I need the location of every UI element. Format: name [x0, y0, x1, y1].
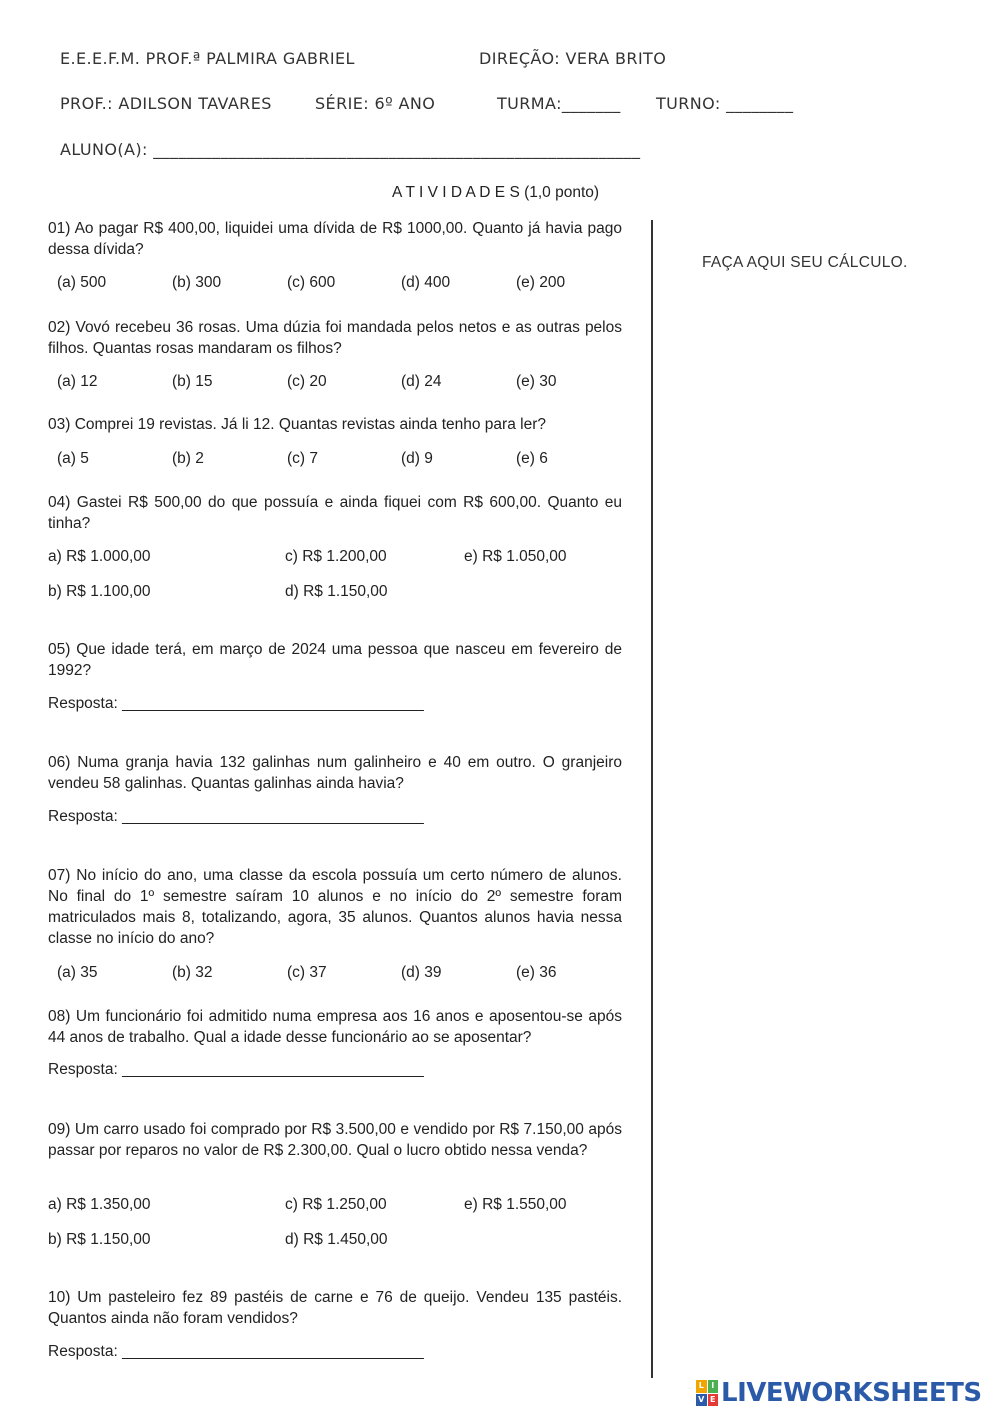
option-e[interactable]: e) R$ 1.050,00	[464, 548, 567, 565]
option-d[interactable]: d) R$ 1.150,00	[285, 583, 388, 600]
question-03: 03) Comprei 19 revistas. Já li 12. Quantas revistas ainda tenho para ler?	[48, 416, 546, 433]
question-08: 08) Um funcionário foi admitido numa empresa aos 16 anos e aposentou-se após 44 anos de trabalho. Qual a idade desse funcionário ao se aposentar?	[48, 1008, 622, 1046]
option-b[interactable]: (b) 300	[172, 274, 222, 291]
question-05: 05) Que idade terá, em março de 2024 uma pessoa que nasceu em fevereiro de 1992?	[48, 641, 622, 679]
question-09: 09) Um carro usado foi comprado por R$ 3.500,00 e vendido por R$ 7.150,00 após passar por reparos no valor de R$ 2.300,00. Qual o lucro obtido nessa venda?	[48, 1121, 622, 1159]
question-06: 06) Numa granja havia 132 galinhas num galinheiro e 40 em outro. O granjeiro vendeu 58 galinhas. Quantas galinhas ainda havia?	[48, 754, 622, 792]
option-b[interactable]: (b) 32	[172, 964, 213, 981]
answer-field[interactable]: Resposta: ___________________________________	[48, 695, 424, 712]
option-c[interactable]: c) R$ 1.200,00	[285, 548, 387, 565]
logo-mark-letter: V	[696, 1394, 707, 1407]
logo-text: LIVEWORKSHEETS	[721, 1378, 982, 1408]
liveworksheets-logo	[696, 1378, 982, 1408]
shift-field[interactable]: TURNO: ________	[656, 94, 794, 113]
answer-field[interactable]: Resposta: ___________________________________	[48, 1061, 424, 1078]
question-04: 04) Gastei R$ 500,00 do que possuía e ainda fiquei com R$ 600,00. Quanto eu tinha?	[48, 494, 622, 532]
question-07: 07) No início do ano, uma classe da escola possuía um certo número de alunos. No final do 1º semestre saíram 10 alunos e no início do 2º semestre foram matriculados mais 8, totalizando, agora, 35 alunos. Quantos alunos havia nessa classe no início do ano?	[48, 867, 622, 947]
option-a[interactable]: (a) 35	[57, 964, 98, 981]
question-02: 02) Vovó recebeu 36 rosas. Uma dúzia foi mandada pelos netos e as outras pelos filhos. Quantas rosas mandaram os filhos?	[48, 319, 622, 357]
activities-title: A T I V I D A D E S (1,0 ponto)	[392, 184, 600, 201]
answer-field[interactable]: Resposta: ___________________________________	[48, 808, 424, 825]
direction-label: DIREÇÃO: VERA BRITO	[479, 49, 667, 68]
option-e[interactable]: (e) 30	[516, 373, 557, 390]
question-01: 01) Ao pagar R$ 400,00, liquidei uma dívida de R$ 1000,00. Quanto já havia pago dessa dívida?	[48, 220, 622, 258]
column-divider	[651, 220, 653, 1378]
option-b[interactable]: (b) 15	[172, 373, 213, 390]
option-d[interactable]: (d) 9	[401, 450, 433, 467]
logo-mark-icon	[696, 1380, 718, 1406]
option-e[interactable]: (e) 6	[516, 450, 548, 467]
answer-field[interactable]: Resposta: ___________________________________	[48, 1343, 424, 1360]
option-a[interactable]: (a) 500	[57, 274, 107, 291]
option-b[interactable]: (b) 2	[172, 450, 204, 467]
logo-mark-letter: L	[696, 1380, 707, 1393]
question-10: 10) Um pasteleiro fez 89 pastéis de carne e 76 de queijo. Vendeu 135 pastéis. Quantos ainda não foram vendidos?	[48, 1289, 622, 1327]
option-c[interactable]: (c) 20	[287, 373, 327, 390]
class-field[interactable]: TURMA:_______	[497, 94, 621, 113]
option-c[interactable]: (c) 7	[287, 450, 318, 467]
teacher-label: PROF.: ADILSON TAVARES	[60, 94, 272, 113]
option-c[interactable]: (c) 37	[287, 964, 327, 981]
school-name: E.E.E.F.M. PROF.ª PALMIRA GABRIEL	[60, 49, 355, 68]
option-d[interactable]: (d) 400	[401, 274, 451, 291]
option-c[interactable]: c) R$ 1.250,00	[285, 1196, 387, 1213]
option-b[interactable]: b) R$ 1.100,00	[48, 583, 151, 600]
option-a[interactable]: a) R$ 1.000,00	[48, 548, 151, 565]
option-d[interactable]: d) R$ 1.450,00	[285, 1231, 388, 1248]
option-c[interactable]: (c) 600	[287, 274, 336, 291]
option-d[interactable]: (d) 24	[401, 373, 442, 390]
grade-label: SÉRIE: 6º ANO	[315, 94, 436, 113]
option-d[interactable]: (d) 39	[401, 964, 442, 981]
option-a[interactable]: a) R$ 1.350,00	[48, 1196, 151, 1213]
calculation-area-label: FAÇA AQUI SEU CÁLCULO.	[702, 254, 908, 271]
option-a[interactable]: (a) 5	[57, 450, 89, 467]
student-name-field[interactable]: ALUNO(A): __________________________________________________________	[60, 140, 641, 159]
option-a[interactable]: (a) 12	[57, 373, 98, 390]
option-e[interactable]: (e) 36	[516, 964, 557, 981]
logo-mark-letter: I	[708, 1380, 719, 1393]
option-b[interactable]: b) R$ 1.150,00	[48, 1231, 151, 1248]
logo-mark-letter: E	[708, 1394, 719, 1407]
option-e[interactable]: (e) 200	[516, 274, 566, 291]
option-e[interactable]: e) R$ 1.550,00	[464, 1196, 567, 1213]
